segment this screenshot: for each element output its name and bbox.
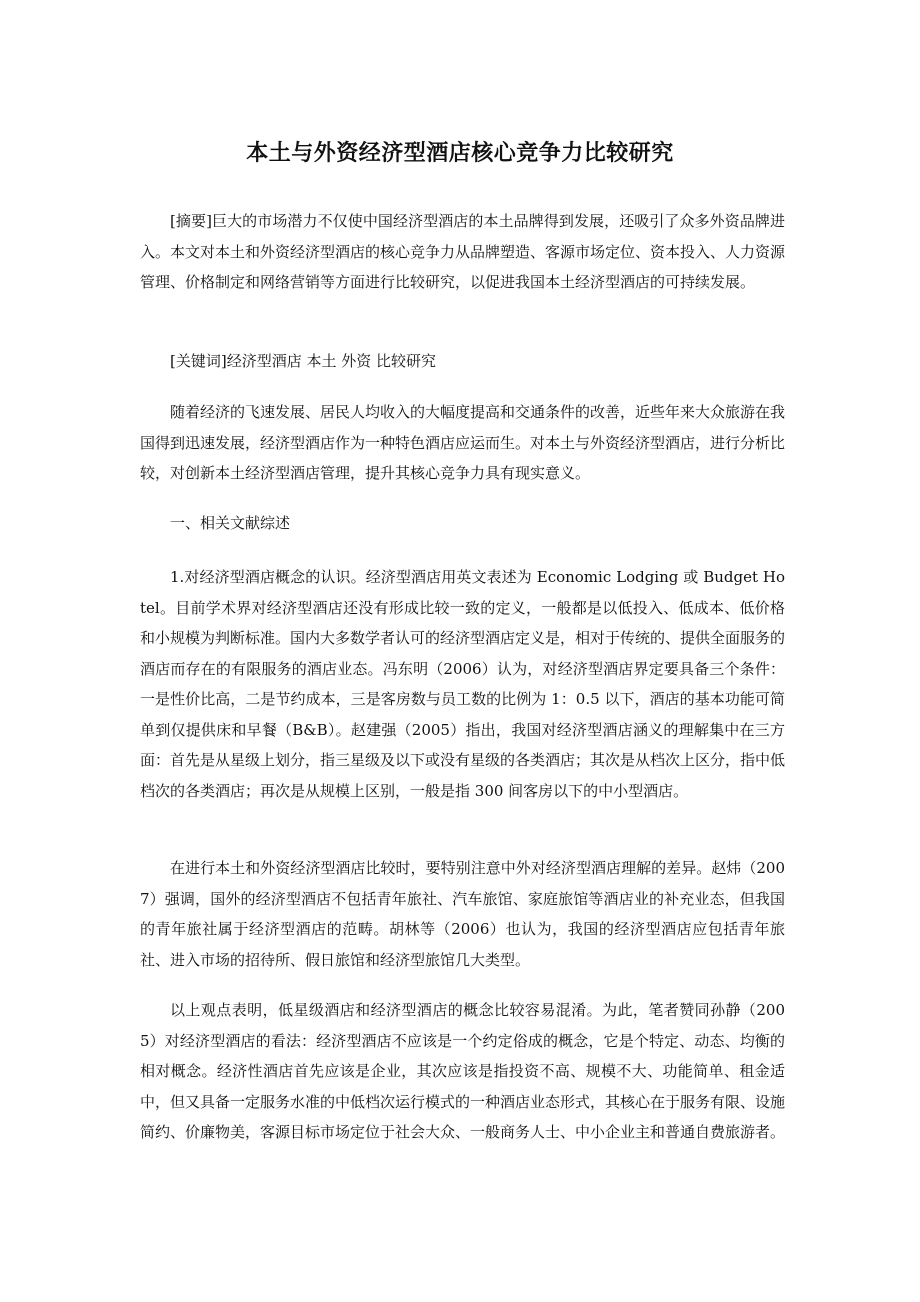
document-title: 本土与外资经济型酒店核心竞争力比较研究 xyxy=(246,141,674,166)
body-paragraph-differences: 在进行本土和外资经济型酒店比较时，要特别注意中外对经济型酒店理解的差异。赵炜（2007）强调，国外的经济型酒店不包括青年旅社、汽车旅馆、家庭旅馆等酒店业的补充业态，但我国的青年旅社属于经济型酒店的范畴。胡林等（2006）也认为，我国的经济型酒店应包括青年旅社、进入市场的招待所、假日旅馆和经济型旅馆几大类型。 xyxy=(140,859,785,969)
body-paragraph-conclusion: 以上观点表明，低星级酒店和经济型酒店的概念比较容易混淆。为此，笔者赞同孙静（2005）对经济型酒店的看法：经济型酒店不应该是一个约定俗成的概念，它是个特定、动态、均衡的相对概念。经济性酒店首先应该是企业，其次应该是指投资不高、规模不大、功能简单、租金适中，但又具备一定服务水准的中低档次运行模式的一种酒店业态形式，其核心在于服务有限、设施简约、价廉物美，客源目标市场定位于社会大众、一般商务人士、中小企业主和普通自费旅游者。 xyxy=(140,1001,786,1141)
intro-paragraph: 随着经济的飞速发展、居民人均收入的大幅度提高和交通条件的改善，近些年来大众旅游在我国得到迅速发展，经济型酒店作为一种特色酒店应运而生。对本土与外资经济型酒店，进行分析比较，对创新本土经济型酒店管理，提升其核心竞争力具有现实意义。 xyxy=(140,403,786,482)
keywords-paragraph: [关键词]经济型酒店 本土 外资 比较研究 xyxy=(170,352,437,370)
body-paragraph-concept: 1.对经济型酒店概念的认识。经济型酒店用英文表述为 Economic Lodging 或 Budget Hotel。目前学术界对经济型酒店还没有形成比较一致的定义，一般都是以低投入、低成本、低价格和小规模为判断标准。国内大多数学者认可的经济型酒店定义是，相对于传统的、提供全面服务的酒店而存在的有限服务的酒店业态。冯东明（2006）认为，对经济型酒店界定要具备三个条件：一是性价比高，二是节约成本，三是客房数与员工数的比例为 1：0.5 以下，酒店的基本功能可简单到仅提供床和早餐（B&B）。赵建强（2005）指出，我国对经济型酒店涵义的理解集中在三方面：首先是从星级上划分，指三星级及以下或没有星级的各类酒店；其次是从档次上区分，指中低档次的各类酒店；再次是从规模上区别，一般是指 300 间客房以下的中小型酒店。 xyxy=(140,568,786,800)
section-heading: 一、相关文献综述 xyxy=(170,514,291,532)
abstract-paragraph: [摘要]巨大的市场潜力不仅使中国经济型酒店的本土品牌得到发展，还吸引了众多外资品牌进入。本文对本土和外资经济型酒店的核心竞争力从品牌塑造、客源市场定位、资本投入、人力资源管理、价格制定和网络营销等方面进行比较研究，以促进我国本土经济型酒店的可持续发展。 xyxy=(140,212,786,291)
